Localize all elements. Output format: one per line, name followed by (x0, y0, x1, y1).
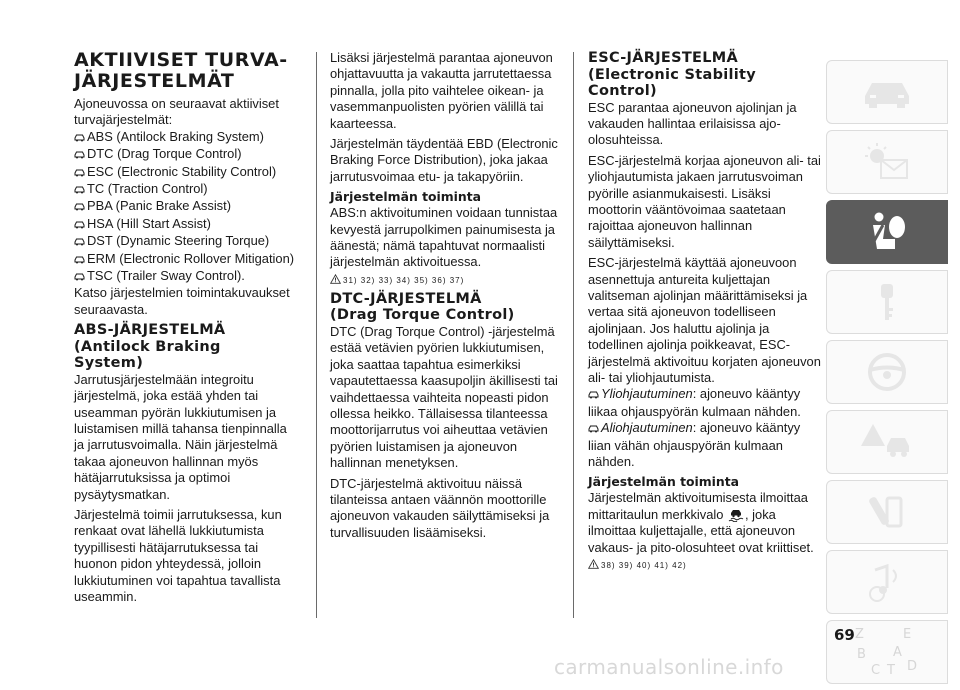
warning-references (588, 559, 822, 572)
term-definition: : ajoneuvo kääntyy liian vähän ohjauspyörän kulmaan nähden. (588, 420, 801, 470)
column-divider (573, 52, 574, 618)
esc-operation-text-end: , joka ilmoittaa kuljettajalle, että ajoneuvon vakaus- ja pito-olosuhteet ovat kriittiset. (588, 506, 814, 555)
esc-paragraph-3: ESC-järjestelmä käyttää ajoneuvoon asennettuja antureita kuljettajan valitseman ajolinjan määrittämiseksi ja vertaa sitä ajoneuvon todelliseen ajolinjaan. Jos haluttu ajolinja ja todellinen ajolinja poikkeavat, ESC-järjestelmä aktivoituu korjaten ajoneuvon ali- tai yliohjautumista. (588, 255, 821, 385)
warning-triangle-icon (857, 420, 917, 464)
car-bullet-icon (74, 182, 85, 198)
maintenance-icon (857, 490, 917, 534)
section-title-line-2: JÄRJESTELMÄT (74, 70, 235, 92)
list-item-text: HSA (Hill Start Assist) (87, 215, 211, 231)
term-oversteer: Yliohjautuminen (601, 386, 693, 402)
list-item (74, 233, 296, 250)
index-letter: T (887, 663, 895, 678)
esc-heading (588, 50, 822, 100)
warning-triangle-icon (588, 561, 601, 570)
list-item (74, 129, 296, 146)
car-bullet-icon (588, 421, 599, 437)
list-item-text: TSC (Trailer Sway Control). (87, 268, 245, 284)
esc-heading-line-2: (Electronic Stability (588, 66, 757, 83)
list-item (74, 181, 296, 198)
chapter-tabs (826, 60, 958, 690)
intro-text: Ajoneuvossa on seuraavat aktiiviset turvajärjestelmät: (74, 96, 279, 128)
dtc-heading (330, 291, 562, 324)
car-bullet-icon (74, 130, 85, 146)
list-item (74, 164, 296, 181)
list-item-text: ERM (Electronic Rollover Mitigation) (87, 250, 295, 266)
index-letters-icon (847, 624, 927, 680)
index-letter: C (871, 663, 881, 678)
esc-paragraph-1: ESC parantaa ajoneuvon ajolinjan ja vakauden hallintaa erilaisissa ajo-olosuhteissa. (588, 99, 797, 148)
list-item (74, 198, 296, 215)
tab-maintenance[interactable] (826, 480, 948, 544)
tab-dashboard-lights[interactable] (826, 130, 948, 194)
operation-subheading: Järjestelmän toiminta (588, 474, 740, 490)
column-divider (316, 52, 317, 618)
list-item-text: ABS (Antilock Braking System) (87, 128, 264, 144)
esc-heading-line-3: Control) (588, 83, 657, 99)
list-item-text: TC (Traction Control) (87, 181, 208, 197)
abs-heading (74, 322, 296, 372)
key-icon (857, 280, 917, 324)
systems-list (74, 129, 296, 286)
steering-wheel-icon (857, 350, 917, 394)
reference-numbers: 31) 32) 33) 34) 35) 36) 37) (343, 275, 465, 285)
column-1 (74, 50, 296, 605)
esc-operation-paragraph (588, 490, 822, 556)
car-bullet-icon (74, 269, 85, 285)
list-item (588, 386, 822, 420)
car-bullet-icon (74, 234, 85, 250)
car-bullet-icon (74, 199, 85, 215)
steering-terms-list (588, 386, 822, 470)
esc-warning-light-icon (727, 507, 745, 522)
car-bullet-icon (588, 387, 599, 403)
warning-references (330, 274, 562, 287)
list-item (74, 268, 296, 285)
section-title-line-1: AKTIIVISET TURVA- (74, 49, 288, 71)
list-item (588, 420, 822, 470)
list-item-text: DST (Dynamic Steering Torque) (87, 233, 270, 249)
term-definition: : ajoneuvo kääntyy liikaa ohjauspyörän kulmaan nähden. (588, 386, 801, 419)
esc-operation-text-start: Järjestelmän aktivoitumisesta ilmoittaa mittaritaulun merkkivalo (588, 490, 808, 522)
list-item-text: ESC (Electronic Stability Control) (87, 163, 277, 179)
ebd-paragraph: Järjestelmän täydentää EBD (Electronic Braking Force Distribution), joka jakaa jarrutusvoimaa etu- ja takapyöriin. (330, 136, 558, 184)
car-bullet-icon (74, 252, 85, 268)
airbag-seat-icon (857, 209, 917, 255)
dashboard-lights-icon (857, 140, 917, 184)
section-title (74, 50, 296, 92)
list-item (74, 146, 296, 163)
list-item (74, 251, 296, 268)
tab-warning[interactable] (826, 410, 948, 474)
tab-airbag-seat[interactable] (826, 200, 948, 264)
warning-triangle-icon (330, 276, 343, 285)
esc-heading-line-1: ESC-JÄRJESTELMÄ (588, 50, 739, 66)
esc-paragraph-2: ESC-järjestelmä korjaa ajoneuvon ali- tai yliohjautumista jakaen jarrutusvoiman pyörille asianmukaisesti. Lisäksi moottorin vääntövoimaa saatetaan rajoittaa ajoneuvon hallinnan säilyttämiseksi. (588, 152, 821, 250)
page-number: 69 (834, 626, 855, 644)
outro-text: Katso järjestelmien toimintakuvaukset seuraavasta. (74, 285, 290, 317)
abs-heading-line-2: (Antilock Braking (74, 338, 221, 355)
index-letter: D (907, 659, 918, 674)
tab-car[interactable] (826, 60, 948, 124)
car-bullet-icon (74, 147, 85, 163)
car-bullet-icon (74, 217, 85, 233)
column-2 (330, 50, 562, 541)
car-icon (857, 72, 917, 112)
list-item-text: PBA (Panic Brake Assist) (87, 198, 231, 214)
abs-paragraph-3: Lisäksi järjestelmä parantaa ajoneuvon ohjattavuutta ja vakautta jarrutettaessa pinnalla, jolla pito vaihtelee oikean- ja vasemmanpuolisten pyörien välillä tai kaarteessa. (330, 50, 553, 131)
reference-numbers: 38) 39) 40) 41) 42) (601, 561, 687, 571)
tab-steering-wheel[interactable] (826, 340, 948, 404)
dtc-heading-line-1: DTC-JÄRJESTELMÄ (330, 290, 482, 307)
index-letter: E (903, 627, 912, 642)
term-understeer: Aliohjautuminen (601, 420, 693, 436)
dtc-paragraph-1: DTC (Drag Torque Control) -järjestelmä estää vetävien pyörien lukkiutumisen, joka saattaa tapahtua esimerkiksi vapautettaessa kaasupoljin äkillisesti tai vaihdettaessa vaihteita nopeasti pidon ollessa heikko. Tällaisessa tilanteessa moottorijarrutus voi aiheuttaa vetävien pyörien luistamisen ja ajoneuvon hallinnan menetyksen. (330, 323, 558, 471)
index-letter: B (857, 647, 866, 662)
abs-heading-line-3: System) (74, 355, 144, 372)
abs-paragraph-2: Järjestelmä toimii jarrutuksessa, kun renkaat ovat lähellä lukkiutumista tyypillisesti hätäjarrutuksessa tai huonon pidon yhteydessä, jolloin lukkiutuminen voi tapahtua tavallista useammin. (74, 507, 282, 605)
watermark: carmanualsonline.info (554, 655, 784, 679)
abs-paragraph-1: Jarrutusjärjestelmään integroitu järjestelmä, joka estää yhden tai useamman pyörän lukkiutumisen ja luistamisen millä tahansa tienpinnalla ja jarrutusvoimalla. Näin järjestelmä takaa ajoneuvon hallinnan myös hätäjarrutuksissa ja optimoi pysäytysmatkan. (74, 371, 287, 502)
dtc-heading-line-2: (Drag Torque Control) (330, 307, 515, 324)
index-letter: A (893, 645, 902, 660)
column-3 (588, 50, 822, 572)
tab-multimedia[interactable] (826, 550, 948, 614)
abs-operation-paragraph: ABS:n aktivoituminen voidaan tunnistaa kevyestä jarrupolkimen painumisesta ja äänestä; nämä tapahtuvat normaalisti järjestelmän aktivoituessa. (330, 205, 558, 270)
multimedia-icon (857, 560, 917, 604)
abs-heading-line-1: ABS-JÄRJESTELMÄ (74, 322, 226, 339)
operation-subheading: Järjestelmän toiminta (330, 189, 482, 205)
car-bullet-icon (74, 165, 85, 181)
list-item (74, 216, 296, 233)
dtc-paragraph-2: DTC-järjestelmä aktivoituu näissä tilanteissa antaen väännön moottorille ajoneuvon vakauden säilyttämiseksi ja turvallisuuden lisäämiseksi. (330, 475, 550, 540)
tab-key[interactable] (826, 270, 948, 334)
list-item-text: DTC (Drag Torque Control) (87, 146, 242, 162)
index-letter: Z (855, 627, 864, 642)
